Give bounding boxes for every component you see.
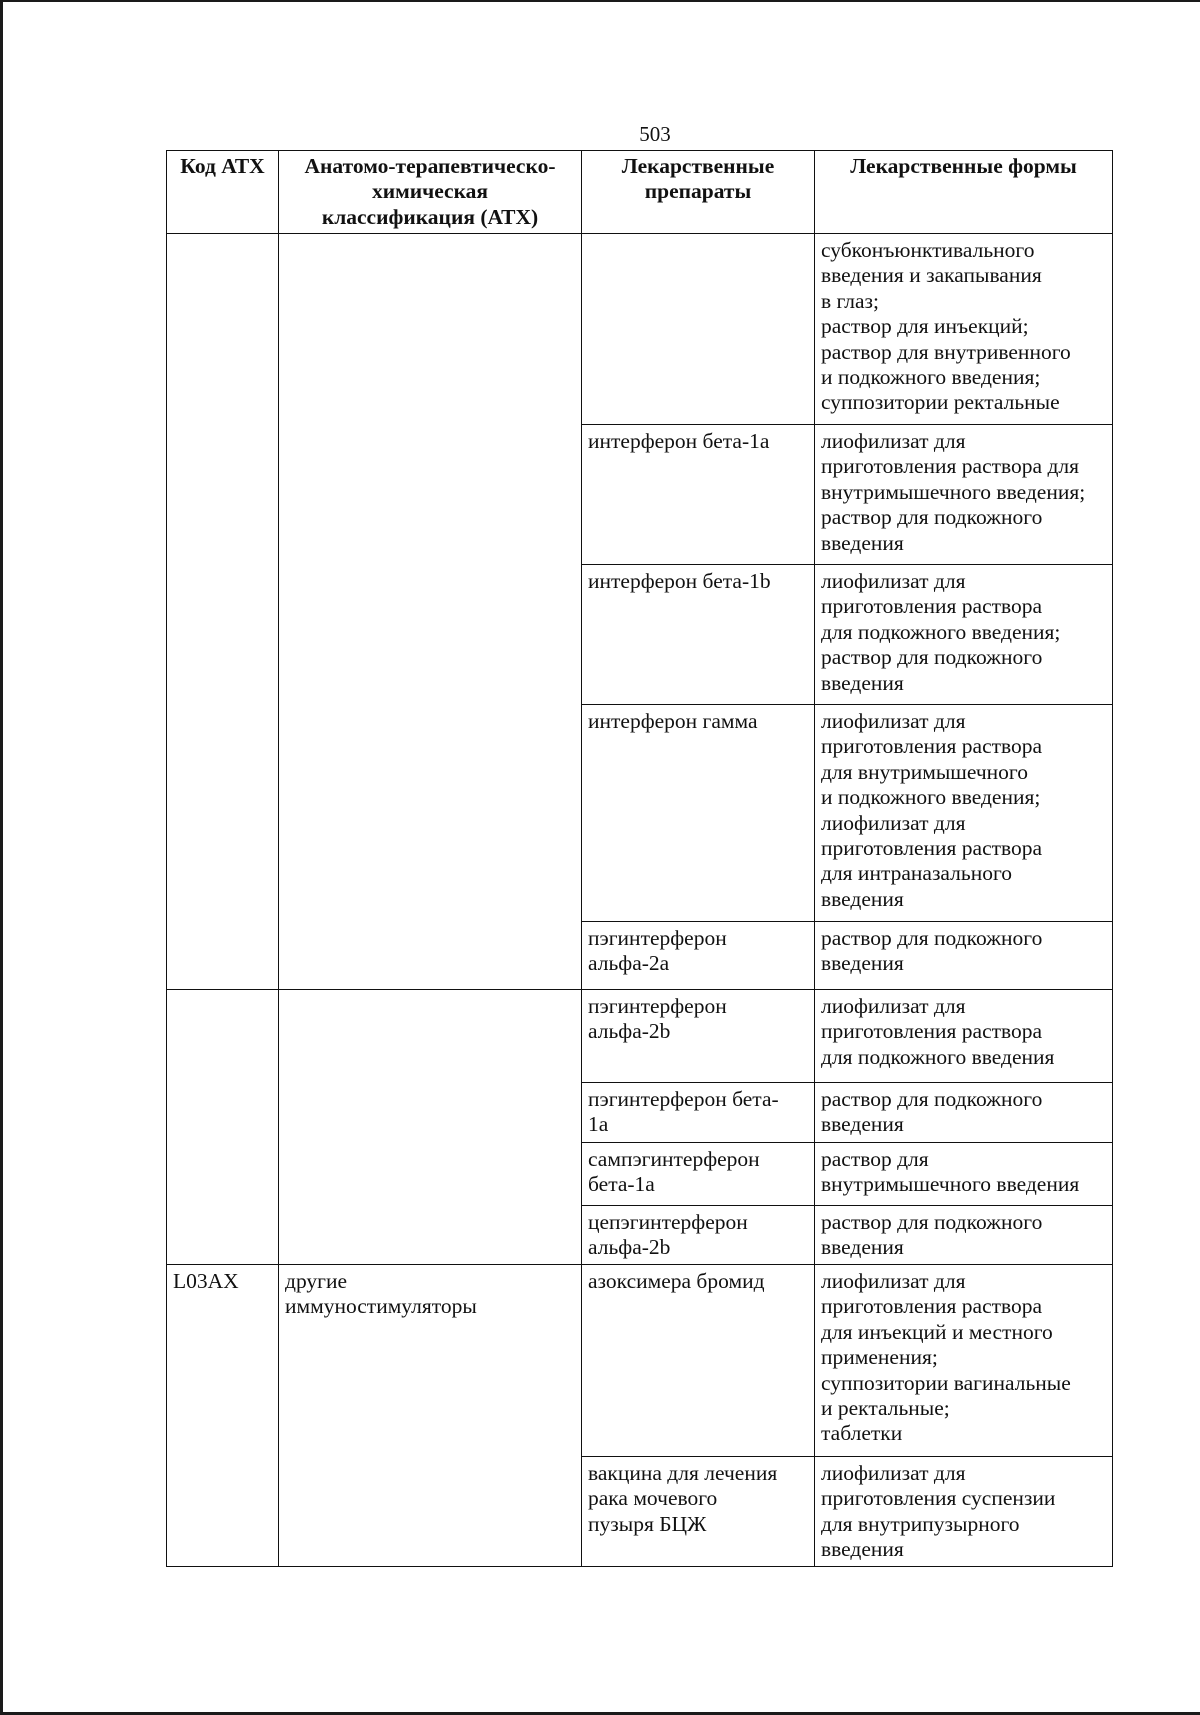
classification-cell-empty — [279, 234, 582, 990]
header-row — [167, 151, 1113, 234]
forms-cell: лиофилизат для приготовления раствора для инъекций и местного применения; суппозитории вагинальные и ректальные; таблетки — [815, 1265, 1113, 1457]
drug-cell: интерферон бета-1b — [582, 565, 815, 705]
forms-cell: лиофилизат для приготовления суспензии для внутрипузырного введения — [815, 1457, 1113, 1566]
scan-edge-left — [0, 0, 3, 1715]
drug-cell: интерферон гамма — [582, 705, 815, 922]
classification-cell: другие иммуностимуляторы — [279, 1265, 582, 1566]
forms-cell: лиофилизат для приготовления раствора для внутримышечного введения; раствор для подкожного введения — [815, 425, 1113, 565]
forms-cell: лиофилизат для приготовления раствора для внутримышечного и подкожного введения; лиофилизат для приготовления раствора для интраназального введения — [815, 705, 1113, 922]
document-page — [166, 150, 1116, 1567]
drug-cell: пэгинтерферон альфа-2a — [582, 922, 815, 990]
page-number: 503 — [639, 122, 671, 146]
forms-cell: раствор для подкожного введения — [815, 1083, 1113, 1143]
code-cell-empty — [167, 990, 279, 1265]
header-code: Код АТХ — [167, 151, 279, 234]
drug-cell: пэгинтерферон альфа-2b — [582, 990, 815, 1083]
code-cell-empty — [167, 234, 279, 990]
atc-table — [166, 150, 1113, 1567]
drug-cell: азоксимера бромид — [582, 1265, 815, 1457]
drug-cell — [582, 234, 815, 425]
drug-cell: интерферон бета-1a — [582, 425, 815, 565]
header-drugs: Лекарственные препараты — [582, 151, 815, 234]
forms-cell: субконъюнктивального введения и закапывания в глаз; раствор для инъекций; раствор для внутривенного и подкожного введения; суппозитории ректальные — [815, 234, 1113, 425]
header-forms: Лекарственные формы — [815, 151, 1113, 234]
scan-edge-top — [0, 0, 1200, 2]
drug-cell: цепэгинтерферон альфа-2b — [582, 1206, 815, 1265]
header-classification: Анатомо-терапевтическо- химическая классификация (АТХ) — [279, 151, 582, 234]
drug-cell: вакцина для лечения рака мочевого пузыря БЦЖ — [582, 1457, 815, 1566]
drug-cell: сампэгинтерферон бета-1a — [582, 1143, 815, 1206]
table-row — [167, 990, 1113, 1083]
table-row — [167, 1265, 1113, 1457]
forms-cell: раствор для внутримышечного введения — [815, 1143, 1113, 1206]
forms-cell: раствор для подкожного введения — [815, 922, 1113, 990]
table-header — [167, 151, 1113, 234]
forms-cell: раствор для подкожного введения — [815, 1206, 1113, 1265]
table-body — [167, 234, 1113, 1566]
classification-cell-empty — [279, 990, 582, 1265]
forms-cell: лиофилизат для приготовления раствора для подкожного введения; раствор для подкожного введения — [815, 565, 1113, 705]
atc-code-cell: L03AX — [167, 1265, 279, 1566]
table-row — [167, 234, 1113, 425]
drug-cell: пэгинтерферон бета- 1a — [582, 1083, 815, 1143]
forms-cell: лиофилизат для приготовления раствора для подкожного введения — [815, 990, 1113, 1083]
